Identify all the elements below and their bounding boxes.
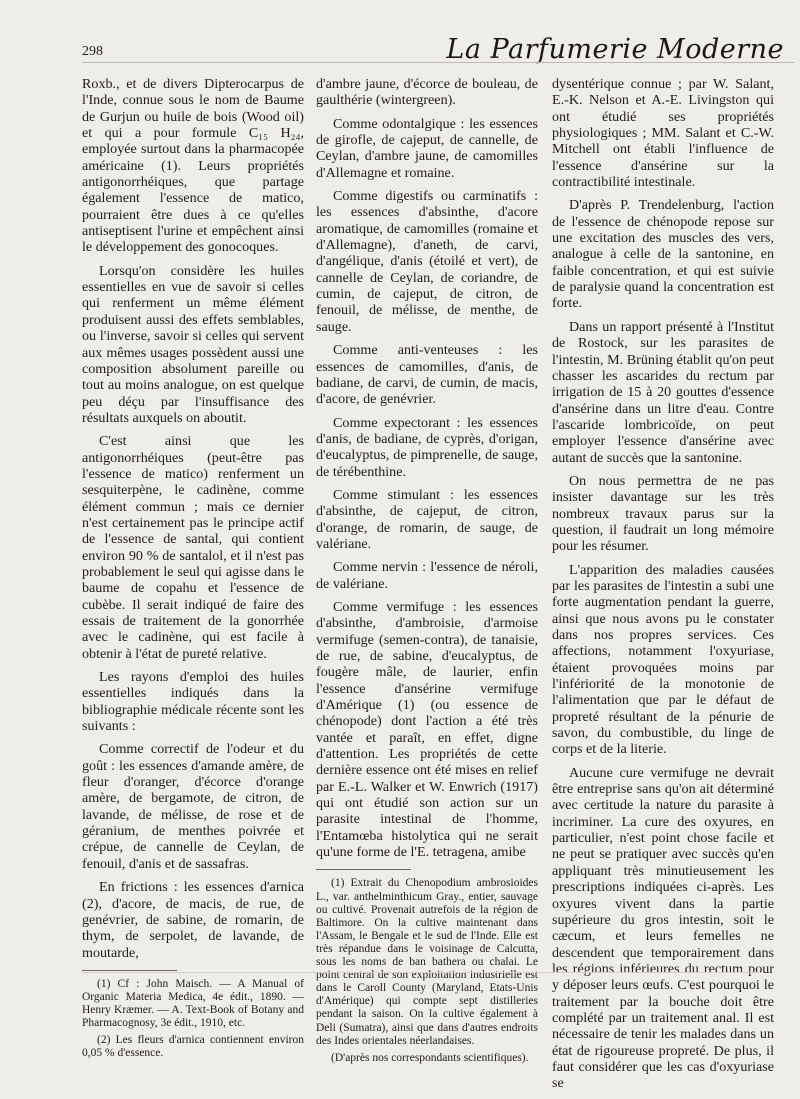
paragraph: En frictions : les essences d'arnica (2), d'acore, de macis, de rue, de genévrier, de sabine, de romarin, de thym, de serpolet, de lavande, de moutarde, [82, 879, 304, 961]
paragraph: Comme stimulant : les essences d'absinthe, de cajeput, de citron, d'orange, de romarin, de sauge, de valériane. [316, 486, 538, 552]
paragraph: Les rayons d'emploi des huiles essentielles indiqués dans la bibliographie médicale récente sont les suivants : [82, 669, 304, 735]
paragraph: Comme anti-venteuses : les essences de camomilles, d'anis, de badiane, de carvi, de cumin, de macis, d'acore, de genévrier. [316, 342, 538, 408]
paragraph: Roxb., et de divers Dipterocarpus de l'Inde, connue sous le nom de Baume de Gurjun ou huile de bois (Wood oil) et qui a pour formule C₁₅ H₂₄, employée surtout dans la pharmacopée américaine (1). Leurs propriétés antigonorrhéiques, que partage également l'essence de matico, pourraient être dues à ce qu'elles antiseptisent l'urine et empêchent ainsi le développement des gonocoques. [82, 76, 304, 256]
paragraph: dysentérique connue ; par W. Salant, E.-K. Nelson et A.-E. Livingston qui ont étudié ses propriétés physiologiques ; MM. Salant et C.-W. Mitchell ont établi l'influence de l'essence d'ansérine sur la contractibilité intestinale. [552, 76, 774, 191]
paragraph: Comme digestifs ou carminatifs : les essences d'absinthe, d'acore aromatique, de camomilles (romaine et d'Allemagne), d'aneth, de carvi, d'angélique, d'anis (étoilé et vert), de cannelle de Ceylan, de coriandre, de cumin, de cajeput, de citron, de fenouil, de mélisse, de menthe, de sauge. [316, 188, 538, 335]
journal-title: La Parfumerie Moderne [446, 34, 784, 65]
paragraph: C'est ainsi que les antigonorrhéiques (peut-être pas l'essence de matico) renferment un sesquiterpène, le cadinène, comme élément commun ; mais ce dernier n'est certainement pas le principe actif de l'essence de santal, qui contient environ 90 % de santalol, et il n'est pas probablement le seul qui agisse dans le baume de copahu et l'essence de cubèbe. Il serait indiqué de faire des essais de traitement de la gonorrhée avec le cadinène, qui est facile à obtenir à l'état de pureté relative. [82, 433, 304, 662]
footnote: (D'après nos correspondants scientifiques). [331, 1051, 529, 1064]
footnote: (1) Extrait du Chenopodium ambrosioides L., var. anthelminthicum Gray., entier, sauvage ou cultivé. Provenait autrefois de la région de Baltimore. On la cultive maintenant dans l'Assam, le Bengale et le sud de l'Inde. Elle est très répandue dans le voisinage de Calcutta, sous les noms de ban bathera ou chalai. Le point central de son exploitation industrielle est dans le Caroll County (Maryland, Etats-Unis d'Amérique) qui compte sept distilleries pendant la saison. On la cultive également à Deli (Sumatra), ainsi que dans d'autres endroits des Indes orientales néerlandaises. [316, 877, 538, 1047]
paragraph: d'ambre jaune, d'écorce de bouleau, de gaulthérie (wintergreen). [316, 76, 538, 109]
footnote: (1) Cf : John Maisch. — A Manual of Organic Materia Medica, 4e édit., 1890. — Henry Kræmer. — A. Text-Book of Botany and Pharmacognosy, 3e édit., 1910, etc. [82, 977, 304, 1030]
paragraph: On nous permettra de ne pas insister davantage sur les très nombreux travaux parus sur la question, il faudrait un long mémoire pour les résumer. [552, 472, 774, 555]
footnote: (2) Les fleurs d'arnica contiennent environ 0,05 % d'essence. [82, 1034, 304, 1060]
column-2 [316, 76, 538, 1069]
paragraph: Comme vermifuge : les essences d'absinthe, d'ambroisie, d'armoise vermifuge (semen-contra), de tanaisie, de rue, de sabine, d'eucalyptus, de fougère mâle, de laurier, enfin l'essence d'ansérine vermifuge d'Amérique (1) (ou essence de chénopode) dont l'action a été très vantée et paraît, en effet, digne d'attention. Les propriétés de cette dernière essence ont été mises en relief par E.-L. Walker et W. Enwrich (1917) qui ont étudié son action sur un parasite intestinal de l'homme, l'Entamœba histolytica qui ne serait qu'une forme de l'E. tetragena, amibe [316, 598, 538, 861]
page-number: 298 [82, 44, 103, 59]
paragraph: Comme odontalgique : les essences de girofle, de cajeput, de cannelle, de Ceylan, d'ambre jaune, de camomilles d'Allemagne et romaine. [316, 115, 538, 181]
paragraph: Comme correctif de l'odeur et du goût : les essences d'amande amère, de fleur d'oranger, d'écorce d'orange amère, de bergamote, de citron, de lavande, de mélisse, de rose et de géranium, de menthes poivrée et crépue, de cannelle de Ceylan, de fenouil, d'anis et de sassafras. [82, 741, 304, 872]
footnote-rule [316, 869, 411, 870]
paragraph: Comme nervin : l'essence de néroli, de valériane. [316, 559, 538, 592]
header-rule [82, 62, 794, 63]
page-bottom-rule [82, 972, 760, 973]
paragraph: Dans un rapport présenté à l'Institut de Rostock, sur les parasites de l'intestin, M. Brüning établit qu'on peut chasser les ascarides du rectum par irrigation de 15 à 20 gouttes d'essence d'ansérine dans un litre d'eau. Contre l'ascaride lombricoïde, on peut employer l'essence d'ansérine avec autant de succès que la santonine. [552, 318, 774, 466]
footnotes [82, 978, 304, 1061]
paragraph: Lorsqu'on considère les huiles essentielles en vue de savoir si celles qui renferment un même élément produisent aussi des effets semblables, ou l'inverse, savoir si celles qui servent aux mêmes usages possèdent aussi une composition absolument pareille ou tout au moins analogue, on est quelque peu déçu par l'insuffisance des résultats auxquels on aboutit. [82, 262, 304, 426]
column-3 [552, 76, 774, 1099]
footnote-rule [82, 970, 177, 971]
column-1 [82, 76, 304, 1064]
paragraph: L'apparition des maladies causées par les parasites de l'intestin a subi une forte augmentation pendant la guerre, ainsi que nous avons pu le constater dans nos propres services. Ces affections, notamment l'oxyuriase, étaient provoquées moins par l'infériorité de la monotonie de l'alimentation que par le défaut de propreté résultant de la pénurie de savon, du combustible, du linge de corps et de la literie. [552, 561, 774, 758]
paragraph: D'après P. Trendelenburg, l'action de l'essence de chénopode repose sur une excitation des muscles des vers, analogue à celle de la santonine, en faible concentration, et qui est suivie de paralysie quand la concentration est forte. [552, 197, 774, 312]
paragraph: Comme expectorant : les essences d'anis, de badiane, de cyprès, d'origan, d'eucalyptus, de pimprenelle, de sauge, de térébenthine. [316, 414, 538, 480]
paragraph: Aucune cure vermifuge ne devrait être entreprise sans qu'on ait déterminé avec certitude la nature du parasite à incriminer. La cure des oxyures, en particulier, n'est point chose facile et ne peut se pratiquer avec succès qu'en appliquant très minutieusement les prescriptions indiquées ci-après. Les oxyures vivent dans la partie supérieure du gros intestin, soit le cæcum, et leurs femelles ne descendent que temporairement dans les régions inférieures du rectum pour y déposer leurs œufs. C'est pourquoi le traitement par la bouche doit être complété par un traitement anal. Il est nécessaire de tenir les malades dans un état de rigoureuse propreté. De plus, il faut considérer que les cas d'oxyuriase se [552, 764, 774, 1092]
